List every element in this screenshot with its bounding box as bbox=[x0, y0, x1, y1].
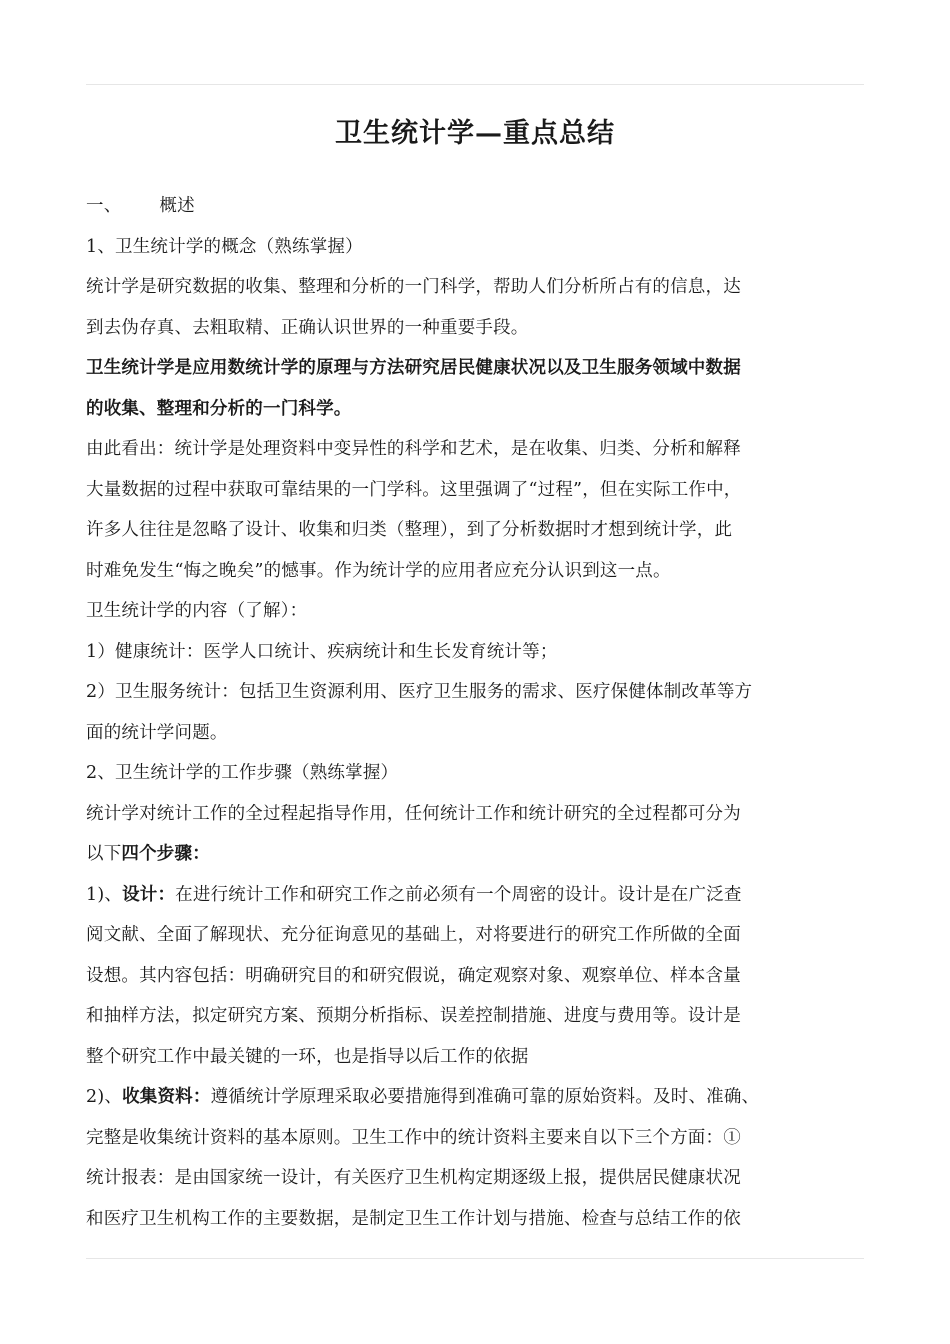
list-item: 1）健康统计：医学人口统计、疾病统计和生长发育统计等； bbox=[86, 641, 558, 662]
paragraph-line: 许多人往往是忽略了设计、收集和归类（整理），到了分析数据时才想到统计学，此 bbox=[86, 520, 733, 540]
paragraph-line: 以下四个步骤： bbox=[86, 844, 210, 864]
paragraph-line: 和抽样方法，拟定研究方案、预期分析指标、误差控制措施、进度与费用等。设计是 bbox=[86, 1006, 741, 1026]
footer-rule bbox=[86, 1258, 864, 1259]
subsection-heading-concept: 1、卫生统计学的概念（熟练掌握） bbox=[86, 236, 363, 257]
paragraph-line: 和医疗卫生机构工作的主要数据，是制定卫生工作计划与措施、检查与总结工作的依 bbox=[86, 1208, 741, 1229]
subsection-heading-steps: 2、卫生统计学的工作步骤（熟练掌握） bbox=[86, 763, 399, 783]
definition-line: 的收集、整理和分析的一门科学。 bbox=[86, 398, 352, 419]
paragraph-line: 整个研究工作中最关键的一环，也是指导以后工作的依据 bbox=[86, 1046, 529, 1067]
section-title: 概述 bbox=[159, 196, 195, 216]
paragraph-line: 阅文献、全面了解现状、充分征询意见的基础上，对将要进行的研究工作所做的全面 bbox=[86, 925, 741, 945]
paragraph-line: 时难免发生“悔之晚矣”的憾事。作为统计学的应用者应充分认识到这一点。 bbox=[86, 560, 671, 581]
paragraph-line: 到去伪存真、去粗取精、正确认识世界的一种重要手段。 bbox=[86, 317, 529, 338]
list-item: 2）卫生服务统计：包括卫生资源利用、医疗卫生服务的需求、医疗保健体制改革等方 bbox=[86, 682, 753, 702]
content-heading: 卫生统计学的内容（了解）： bbox=[86, 601, 308, 621]
section-number: 一、 bbox=[86, 196, 122, 216]
step-2-label: 收集资料： bbox=[122, 1087, 211, 1107]
paragraph-line: 由此看出：统计学是处理资料中变异性的科学和艺术，是在收集、归类、分析和解释 bbox=[86, 439, 741, 459]
step-2-line: 2)、收集资料：遵循统计学原理采取必要措施得到准确可靠的原始资料。及时、准确、 bbox=[86, 1087, 760, 1107]
header-rule bbox=[86, 84, 864, 85]
paragraph-line: 大量数据的过程中获取可靠结果的一门学科。这里强调了“过程”，但在实际工作中， bbox=[86, 479, 742, 500]
list-item-continued: 面的统计学问题。 bbox=[86, 722, 228, 743]
section-heading bbox=[86, 186, 876, 227]
step-1-label: 设计： bbox=[122, 884, 176, 905]
paragraph-line: 统计学对统计工作的全过程起指导作用，任何统计工作和统计研究的全过程都可分为 bbox=[86, 803, 741, 824]
definition-line: 卫生统计学是应用数统计学的原理与方法研究居民健康状况以及卫生服务领域中数据 bbox=[86, 358, 741, 378]
document-body bbox=[86, 186, 876, 1239]
paragraph-line: 统计报表：是由国家统一设计，有关医疗卫生机构定期逐级上报，提供居民健康状况 bbox=[86, 1168, 741, 1188]
step-1-line: 1)、设计：在进行统计工作和研究工作之前必须有一个周密的设计。设计是在广泛查 bbox=[86, 884, 742, 905]
paragraph-line: 设想。其内容包括：明确研究目的和研究假说，确定观察对象、观察单位、样本含量 bbox=[86, 965, 741, 986]
page-title: 卫生统计学—重点总结 bbox=[335, 118, 615, 149]
paragraph-line: 统计学是研究数据的收集、整理和分析的一门科学，帮助人们分析所占有的信息，达 bbox=[86, 277, 741, 297]
paragraph-line: 完整是收集统计资料的基本原则。卫生工作中的统计资料主要来自以下三个方面：① bbox=[86, 1127, 741, 1148]
